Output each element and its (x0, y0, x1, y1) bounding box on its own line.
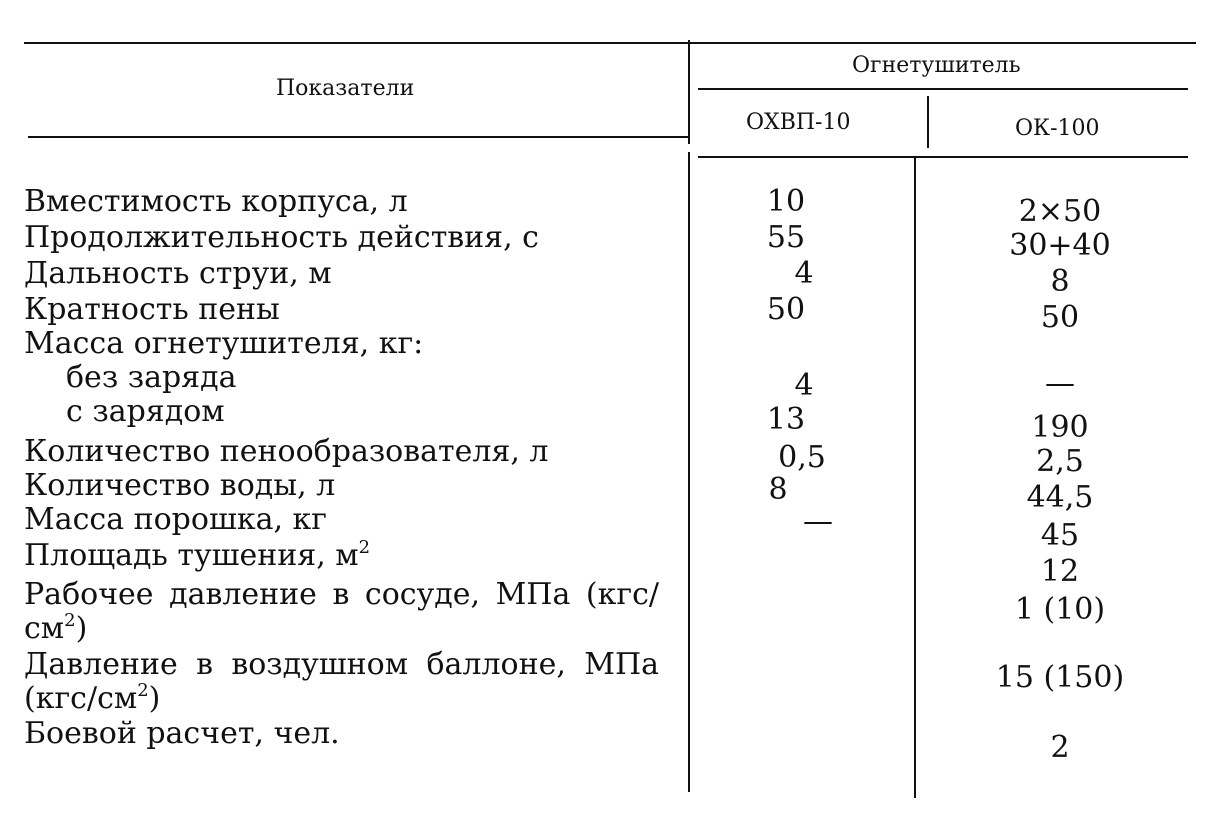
table-row (0, 716, 1209, 765)
table-row (0, 502, 1209, 553)
superscript-2: 2 (137, 680, 149, 701)
table-row (0, 328, 1209, 362)
row-label: с зарядом (66, 394, 225, 429)
row-label: Боевой расчет, чел. (24, 716, 340, 751)
value-ok100: 1 (10) (1014, 592, 1106, 627)
label-text: Рабочее давление в сосуде, МПа (кгс/см (24, 577, 659, 646)
value-ohvp10: 55 (766, 220, 806, 255)
row-label: Масса огнетушителя, кг: (24, 326, 424, 361)
table-row (0, 578, 1209, 650)
column-divider-1 (688, 40, 690, 144)
header-extinguisher: Огнетушитель (852, 53, 1021, 78)
row-label (24, 537, 371, 573)
row-label: Количество пенообразователя, л (24, 434, 549, 469)
value-ohvp10: 13 (766, 402, 806, 437)
header-bottom-rule-right (698, 156, 1188, 158)
row-label: Дальность струи, м (24, 256, 332, 291)
table-row (0, 360, 1209, 403)
value-ohvp10: 4 (794, 368, 814, 403)
label-text-end: ) (148, 681, 161, 716)
row-label: Количество воды, л (24, 468, 336, 503)
row-label: Кратность пены (24, 292, 280, 327)
row-label: без заряда (66, 360, 237, 395)
table-row (0, 220, 1209, 263)
value-ok100: 190 (1031, 410, 1089, 445)
label-text: Давление в воздушном баллоне, МПа (кгс/см (24, 647, 659, 716)
value-ohvp10: — (803, 504, 833, 539)
value-ok100: 8 (1050, 264, 1070, 299)
table-row (0, 648, 1209, 720)
row-label: Вместимость корпуса, л (24, 184, 408, 219)
superscript-2: 2 (64, 610, 76, 631)
row-label: Масса порошка, кг (24, 502, 328, 537)
superscript-2: 2 (358, 537, 371, 558)
header-col-ohvp10: ОХВП-10 (746, 110, 851, 135)
row-label: Продолжительность действия, с (24, 220, 539, 255)
column-divider-2 (927, 96, 929, 148)
header-indicators: Показатели (276, 76, 415, 101)
value-ok100: 2 (1050, 730, 1070, 765)
table-row (0, 434, 1209, 479)
row-label (24, 578, 659, 646)
value-ohvp10: 4 (794, 256, 814, 291)
value-ohvp10: 10 (766, 184, 806, 219)
value-ok100: — (1045, 366, 1075, 401)
table-row (0, 468, 1209, 515)
table-row (0, 537, 1209, 589)
header-bottom-rule (28, 136, 688, 138)
table-row (0, 292, 1209, 335)
value-ok100: 2,5 (1036, 444, 1084, 479)
label-text: Площадь тушения, м (24, 538, 359, 573)
label-text-end: ) (75, 611, 88, 646)
value-ok100: 2×50 (1018, 194, 1102, 229)
value-ohvp10: 8 (768, 472, 788, 507)
value-ok100: 45 (1040, 518, 1080, 553)
table-row (0, 394, 1209, 445)
value-ok100: 50 (1040, 300, 1080, 335)
value-ohvp10: 0,5 (778, 440, 826, 475)
value-ok100: 12 (1040, 554, 1080, 589)
header-col-ok100: ОК-100 (1015, 116, 1100, 141)
table-row (0, 184, 1209, 229)
row-label (24, 648, 659, 716)
top-rule (24, 42, 1196, 44)
value-ok100: 15 (150) (995, 660, 1125, 695)
value-ok100: 44,5 (1026, 480, 1094, 515)
subheader-rule (698, 88, 1188, 90)
table-row (0, 256, 1209, 299)
value-ok100: 30+40 (1009, 228, 1111, 263)
value-ohvp10: 50 (766, 292, 806, 327)
